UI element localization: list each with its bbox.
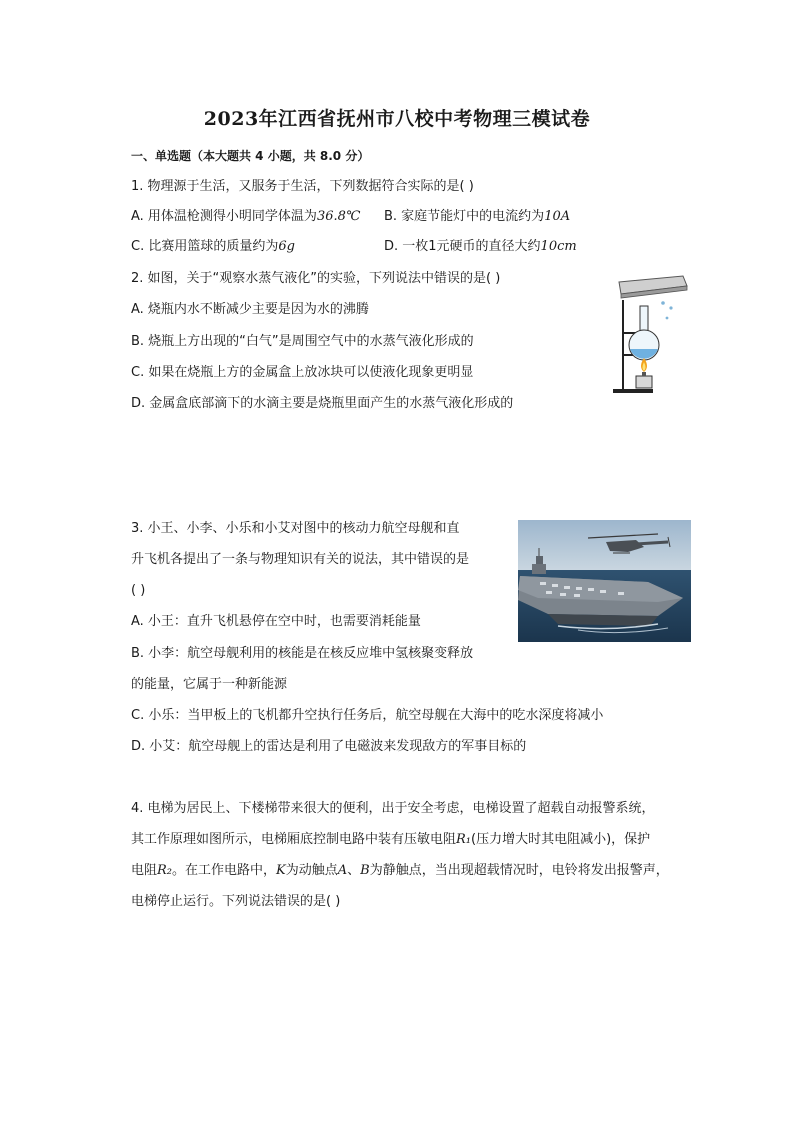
q2-option-d: D. 金属盒底部滴下的水滴主要是烧瓶里面产生的水蒸气液化形成的 bbox=[131, 396, 514, 411]
q4-line3-text-d: 、 bbox=[347, 863, 361, 878]
q3-carrier-helicopter-photo bbox=[518, 520, 691, 642]
q1-option-b bbox=[384, 208, 570, 226]
q3-option-a: A. 小王：直升飞机悬停在空中时，也需要消耗能量 bbox=[131, 614, 421, 629]
q4-r2-symbol: R₂ bbox=[157, 863, 173, 878]
q4-line2-text-b: (压力增大时其电阻减小)，保护 bbox=[471, 832, 651, 847]
q1-option-d bbox=[384, 238, 577, 256]
q3-stem-line2: 升飞机各提出了一条与物理知识有关的说法，其中错误的是 bbox=[131, 552, 470, 567]
q4-b-symbol: B bbox=[360, 863, 370, 878]
q4-line4: 电梯停止运行。下列说法错误的是( ) bbox=[131, 894, 341, 909]
q4-line3-text-c: 为动触点 bbox=[285, 863, 338, 878]
q1-option-c-value: 6g bbox=[278, 239, 295, 254]
q2-stem: 2. 如图，关于“观察水蒸气液化”的实验，下列说法中错误的是( ) bbox=[131, 271, 501, 286]
q4-line3-text-b: 。在工作电路中， bbox=[172, 863, 277, 878]
q3-option-c: C. 小乐：当甲板上的飞机都升空执行任务后，航空母舰在大海中的吃水深度将减小 bbox=[131, 708, 604, 723]
q3-option-b-line2: 的能量，它属于一种新能源 bbox=[131, 677, 288, 692]
q3-stem-line1: 3. 小王、小李、小乐和小艾对图中的核动力航空母舰和直 bbox=[131, 521, 460, 536]
q1-option-c bbox=[131, 238, 295, 256]
q2-option-a: A. 烧瓶内水不断减少主要是因为水的沸腾 bbox=[131, 302, 369, 317]
q4-a-symbol: A bbox=[337, 863, 348, 878]
page-title: 2023年江西省抚州市八校中考物理三模试卷 bbox=[203, 108, 591, 130]
q1-option-b-value: 10A bbox=[544, 209, 571, 224]
section-heading: 一、单选题（本大题共 4 小题，共 8.0 分） bbox=[131, 149, 370, 163]
q1-option-a-value: 36.8℃ bbox=[316, 209, 361, 224]
q1-option-a bbox=[131, 208, 360, 226]
q4-line2 bbox=[131, 831, 650, 849]
q4-r1-symbol: R₁ bbox=[456, 832, 472, 847]
q4-line1: 4. 电梯为居民上、下楼梯带来很大的便利，出于安全考虑，电梯设置了超载自动报警系统， bbox=[131, 801, 655, 816]
q3-option-d: D. 小艾：航空母舰上的雷达是利用了电磁波来发现敌方的军事目标的 bbox=[131, 739, 527, 754]
q1-option-d-text: D. 一枚1元硬币的直径大约 bbox=[384, 239, 541, 254]
q4-line3-text-a: 电阻 bbox=[131, 863, 158, 878]
q3-stem-line3: ( ) bbox=[131, 583, 146, 598]
q1-option-d-value: 10cm bbox=[540, 239, 577, 254]
q1-option-b-text: B. 家庭节能灯中的电流约为 bbox=[384, 209, 545, 224]
q1-stem: 1. 物理源于生活，又服务于生活，下列数据符合实际的是( ) bbox=[131, 179, 474, 194]
q4-line3 bbox=[131, 862, 669, 880]
q4-line2-text-a: 其工作原理如图所示，电梯厢底控制电路中装有压敏电阻 bbox=[131, 832, 457, 847]
q3-option-b-line1: B. 小李：航空母舰利用的核能是在核反应堆中氢核聚变释放 bbox=[131, 646, 474, 661]
q4-k-symbol: K bbox=[276, 863, 286, 878]
q1-option-c-text: C. 比赛用篮球的质量约为 bbox=[131, 239, 279, 254]
q1-option-a-text: A. 用体温枪测得小明同学体温为 bbox=[131, 209, 317, 224]
q2-option-c: C. 如果在烧瓶上方的金属盒上放冰块可以使液化现象更明显 bbox=[131, 365, 474, 380]
q2-liquefaction-apparatus-figure bbox=[607, 270, 690, 400]
q2-option-b: B. 烧瓶上方出现的“白气”是周围空气中的水蒸气液化形成的 bbox=[131, 334, 474, 349]
q4-line3-text-e: 为静触点，当出现超载情况时，电铃将发出报警声， bbox=[369, 863, 669, 878]
